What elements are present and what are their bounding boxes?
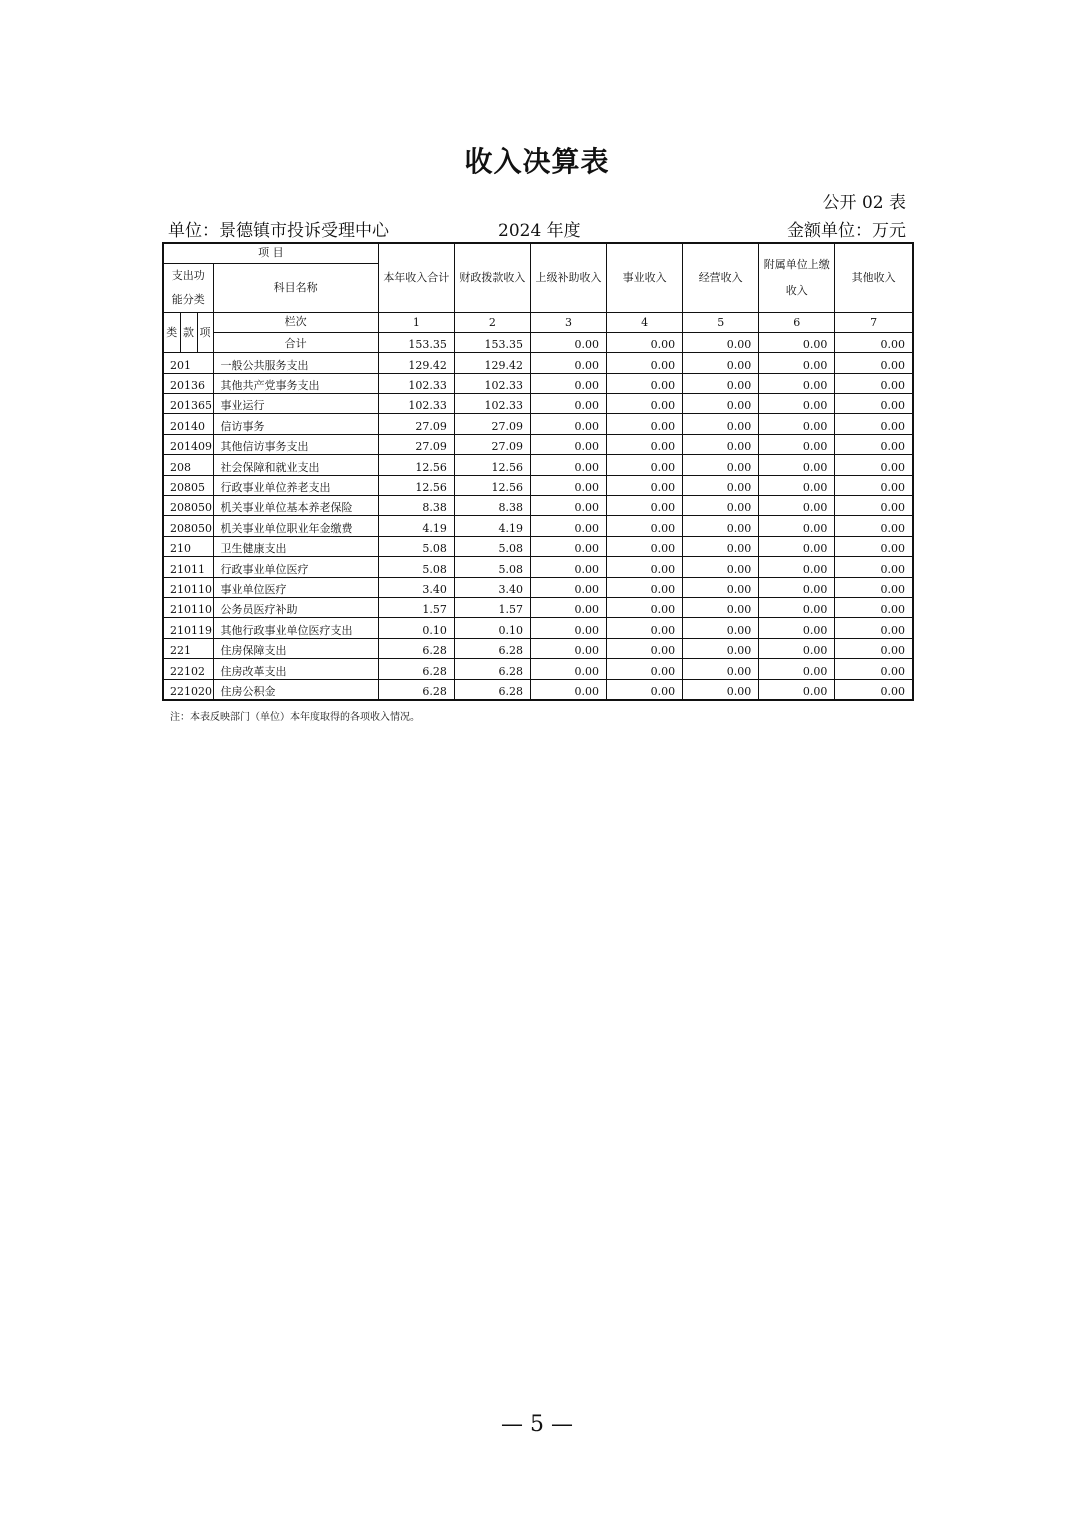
subject-name: 住房保障支出 — [213, 638, 378, 658]
income-statement-table — [162, 242, 914, 701]
total-value: 0.00 — [759, 332, 835, 352]
amount-cell: 129.42 — [454, 353, 530, 373]
amount-cell: 0.00 — [835, 434, 913, 454]
amount-cell: 0.00 — [530, 557, 606, 577]
project-header: 项 目 — [163, 243, 378, 263]
amount-cell: 0.00 — [530, 496, 606, 516]
subject-code: 201365 — [163, 394, 213, 414]
subject-name: 机关事业单位基本养老保险 — [213, 496, 378, 516]
table-row — [163, 455, 913, 475]
amount-cell: 0.00 — [759, 597, 835, 617]
table-row — [163, 536, 913, 556]
amount-cell: 0.00 — [530, 414, 606, 434]
amount-cell: 0.00 — [607, 414, 683, 434]
amount-cell: 8.38 — [378, 496, 454, 516]
amount-cell: 0.10 — [378, 618, 454, 638]
col-header-3: 上级补助收入 — [530, 243, 606, 312]
amount-cell: 0.00 — [835, 638, 913, 658]
amount-cell: 102.33 — [378, 394, 454, 414]
table-row — [163, 414, 913, 434]
amount-cell: 0.00 — [683, 659, 759, 679]
table-footnote: 注：本表反映部门（单位）本年度取得的各项收入情况。 — [170, 712, 420, 723]
subject-name: 行政事业单位医疗 — [213, 557, 378, 577]
amount-cell: 6.28 — [378, 659, 454, 679]
amount-cell: 0.00 — [835, 353, 913, 373]
amount-cell: 0.00 — [607, 373, 683, 393]
amount-cell: 0.00 — [683, 455, 759, 475]
table-row — [163, 597, 913, 617]
subject-code: 22102 — [163, 659, 213, 679]
amount-cell: 0.00 — [759, 496, 835, 516]
subject-name: 其他行政事业单位医疗支出 — [213, 618, 378, 638]
amount-cell: 0.00 — [530, 455, 606, 475]
amount-cell: 27.09 — [454, 414, 530, 434]
amount-cell: 0.00 — [759, 414, 835, 434]
subject-code: 20136 — [163, 373, 213, 393]
table-row — [163, 353, 913, 373]
amount-cell: 0.00 — [835, 659, 913, 679]
amount-cell: 0.00 — [759, 373, 835, 393]
amount-cell: 0.00 — [683, 414, 759, 434]
amount-cell: 0.00 — [607, 618, 683, 638]
amount-cell: 0.00 — [835, 679, 913, 700]
amount-cell: 0.00 — [530, 618, 606, 638]
amount-cell: 0.00 — [530, 434, 606, 454]
organization-label: 单位：景德镇市投诉受理中心 — [168, 221, 389, 241]
amount-cell: 0.10 — [454, 618, 530, 638]
amount-cell: 0.00 — [835, 597, 913, 617]
amount-cell: 0.00 — [759, 434, 835, 454]
subject-code: 210119 — [163, 618, 213, 638]
unit-info-row — [168, 216, 906, 242]
table-row — [163, 373, 913, 393]
currency-unit-label: 金额单位：万元 — [787, 221, 906, 241]
document-title: 收入决算表 — [464, 145, 610, 178]
amount-cell: 1.57 — [454, 597, 530, 617]
col-header-2: 财政拨款收入 — [454, 243, 530, 312]
col-header-5: 经营收入 — [683, 243, 759, 312]
table-row — [163, 516, 913, 536]
total-label: 合计 — [213, 332, 378, 352]
amount-cell: 0.00 — [759, 455, 835, 475]
amount-cell: 0.00 — [683, 536, 759, 556]
amount-cell: 0.00 — [607, 394, 683, 414]
amount-cell: 0.00 — [683, 679, 759, 700]
amount-cell: 0.00 — [683, 353, 759, 373]
table-row — [163, 618, 913, 638]
amount-cell: 0.00 — [759, 475, 835, 495]
amount-cell: 5.08 — [378, 536, 454, 556]
amount-cell: 0.00 — [530, 597, 606, 617]
amount-cell: 0.00 — [759, 394, 835, 414]
page-number: — 5 — — [501, 1412, 573, 1437]
amount-cell: 6.28 — [454, 679, 530, 700]
amount-cell: 0.00 — [530, 516, 606, 536]
amount-cell: 0.00 — [530, 638, 606, 658]
total-row — [163, 332, 913, 352]
amount-cell: 5.08 — [454, 557, 530, 577]
amount-cell: 0.00 — [607, 496, 683, 516]
table-row — [163, 475, 913, 495]
amount-cell: 5.08 — [378, 557, 454, 577]
amount-cell: 129.42 — [378, 353, 454, 373]
amount-cell: 0.00 — [683, 475, 759, 495]
subject-name: 公务员医疗补助 — [213, 597, 378, 617]
amount-cell: 0.00 — [759, 679, 835, 700]
amount-cell: 0.00 — [835, 618, 913, 638]
col-number-5: 5 — [683, 312, 759, 332]
col-number-2: 2 — [454, 312, 530, 332]
amount-cell: 1.57 — [378, 597, 454, 617]
amount-cell: 0.00 — [683, 394, 759, 414]
amount-cell: 0.00 — [835, 414, 913, 434]
table-row — [163, 496, 913, 516]
subject-name: 住房改革支出 — [213, 659, 378, 679]
subject-name: 行政事业单位养老支出 — [213, 475, 378, 495]
amount-cell: 0.00 — [683, 373, 759, 393]
amount-cell: 0.00 — [835, 475, 913, 495]
amount-cell: 5.08 — [454, 536, 530, 556]
subject-code: 201409 — [163, 434, 213, 454]
amount-cell: 0.00 — [835, 394, 913, 414]
xiang-header: 项 — [197, 312, 213, 353]
amount-cell: 0.00 — [530, 659, 606, 679]
amount-cell: 0.00 — [683, 557, 759, 577]
subject-name: 机关事业单位职业年金缴费 — [213, 516, 378, 536]
total-value: 153.35 — [378, 332, 454, 352]
amount-cell: 0.00 — [835, 557, 913, 577]
subject-code: 21011 — [163, 557, 213, 577]
amount-cell: 0.00 — [607, 659, 683, 679]
amount-cell: 0.00 — [759, 353, 835, 373]
table-row — [163, 679, 913, 700]
amount-cell: 0.00 — [530, 475, 606, 495]
subject-name: 事业单位医疗 — [213, 577, 378, 597]
amount-cell: 0.00 — [607, 679, 683, 700]
subject-name: 信访事务 — [213, 414, 378, 434]
amount-cell: 6.28 — [454, 659, 530, 679]
amount-cell: 0.00 — [683, 434, 759, 454]
subject-name: 其他共产党事务支出 — [213, 373, 378, 393]
total-value: 0.00 — [530, 332, 606, 352]
subject-code: 210110 — [163, 597, 213, 617]
amount-cell: 0.00 — [835, 455, 913, 475]
amount-cell: 0.00 — [607, 557, 683, 577]
amount-cell: 0.00 — [759, 659, 835, 679]
amount-cell: 0.00 — [759, 638, 835, 658]
amount-cell: 0.00 — [835, 577, 913, 597]
subject-code: 208050 — [163, 516, 213, 536]
subject-name: 其他信访事务支出 — [213, 434, 378, 454]
amount-cell: 0.00 — [835, 536, 913, 556]
col-header-6: 附属单位上缴收入 — [759, 243, 835, 312]
amount-cell: 6.28 — [454, 638, 530, 658]
table-row — [163, 659, 913, 679]
amount-cell: 3.40 — [454, 577, 530, 597]
amount-cell: 0.00 — [607, 516, 683, 536]
amount-cell: 0.00 — [835, 373, 913, 393]
total-value: 153.35 — [454, 332, 530, 352]
total-value: 0.00 — [835, 332, 913, 352]
amount-cell: 102.33 — [454, 373, 530, 393]
amount-cell: 12.56 — [378, 455, 454, 475]
col-header-4: 事业收入 — [607, 243, 683, 312]
form-number: 公开 02 表 — [822, 193, 906, 213]
subject-code: 20140 — [163, 414, 213, 434]
amount-cell: 0.00 — [607, 475, 683, 495]
amount-cell: 0.00 — [530, 679, 606, 700]
amount-cell: 4.19 — [454, 516, 530, 536]
amount-cell: 27.09 — [378, 434, 454, 454]
amount-cell: 0.00 — [530, 353, 606, 373]
amount-cell: 0.00 — [759, 618, 835, 638]
total-value: 0.00 — [607, 332, 683, 352]
amount-cell: 0.00 — [759, 536, 835, 556]
subject-code: 20805 — [163, 475, 213, 495]
subject-code: 221 — [163, 638, 213, 658]
subject-name: 卫生健康支出 — [213, 536, 378, 556]
subject-name: 社会保障和就业支出 — [213, 455, 378, 475]
header-row-colnumbers — [163, 312, 913, 332]
header-row-project — [163, 243, 913, 263]
subject-code: 201 — [163, 353, 213, 373]
amount-cell: 0.00 — [530, 577, 606, 597]
amount-cell: 0.00 — [683, 516, 759, 536]
subject-code: 208 — [163, 455, 213, 475]
col-header-1: 本年收入合计 — [378, 243, 454, 312]
amount-cell: 0.00 — [607, 353, 683, 373]
amount-cell: 4.19 — [378, 516, 454, 536]
amount-cell: 0.00 — [607, 455, 683, 475]
lei-header: 类 — [163, 312, 180, 353]
col-number-4: 4 — [607, 312, 683, 332]
table-row — [163, 557, 913, 577]
amount-cell: 0.00 — [530, 394, 606, 414]
amount-cell: 102.33 — [454, 394, 530, 414]
amount-cell: 0.00 — [530, 373, 606, 393]
amount-cell: 0.00 — [607, 597, 683, 617]
amount-cell: 0.00 — [607, 577, 683, 597]
amount-cell: 0.00 — [683, 618, 759, 638]
amount-cell: 8.38 — [454, 496, 530, 516]
subject-name: 事业运行 — [213, 394, 378, 414]
col-number-7: 7 — [835, 312, 913, 332]
function-class-header: 支出功能分类 — [163, 263, 213, 312]
amount-cell: 0.00 — [683, 496, 759, 516]
amount-cell: 12.56 — [378, 475, 454, 495]
amount-cell: 27.09 — [454, 434, 530, 454]
total-value: 0.00 — [683, 332, 759, 352]
amount-cell: 0.00 — [759, 516, 835, 536]
table-row — [163, 577, 913, 597]
table-row — [163, 638, 913, 658]
amount-cell: 0.00 — [607, 536, 683, 556]
amount-cell: 3.40 — [378, 577, 454, 597]
col-number-6: 6 — [759, 312, 835, 332]
amount-cell: 0.00 — [683, 577, 759, 597]
col-number-3: 3 — [530, 312, 606, 332]
subject-code: 221020 — [163, 679, 213, 700]
amount-cell: 0.00 — [835, 516, 913, 536]
subject-code: 210110 — [163, 577, 213, 597]
amount-cell: 0.00 — [607, 434, 683, 454]
col-number-1: 1 — [378, 312, 454, 332]
amount-cell: 0.00 — [835, 496, 913, 516]
amount-cell: 0.00 — [683, 638, 759, 658]
amount-cell: 0.00 — [530, 536, 606, 556]
table-row — [163, 434, 913, 454]
column-index-label: 栏次 — [213, 312, 378, 332]
amount-cell: 12.56 — [454, 455, 530, 475]
amount-cell: 102.33 — [378, 373, 454, 393]
subject-code: 208050 — [163, 496, 213, 516]
amount-cell: 6.28 — [378, 679, 454, 700]
col-header-7: 其他收入 — [835, 243, 913, 312]
amount-cell: 0.00 — [759, 557, 835, 577]
subject-code: 210 — [163, 536, 213, 556]
amount-cell: 0.00 — [759, 577, 835, 597]
amount-cell: 0.00 — [607, 638, 683, 658]
amount-cell: 27.09 — [378, 414, 454, 434]
amount-cell: 12.56 — [454, 475, 530, 495]
fiscal-year-label: 2024 年度 — [498, 221, 581, 241]
amount-cell: 6.28 — [378, 638, 454, 658]
subject-name-header: 科目名称 — [213, 263, 378, 312]
amount-cell: 0.00 — [683, 597, 759, 617]
subject-name: 住房公积金 — [213, 679, 378, 700]
kuan-header: 款 — [180, 312, 197, 353]
subject-name: 一般公共服务支出 — [213, 353, 378, 373]
table-row — [163, 394, 913, 414]
